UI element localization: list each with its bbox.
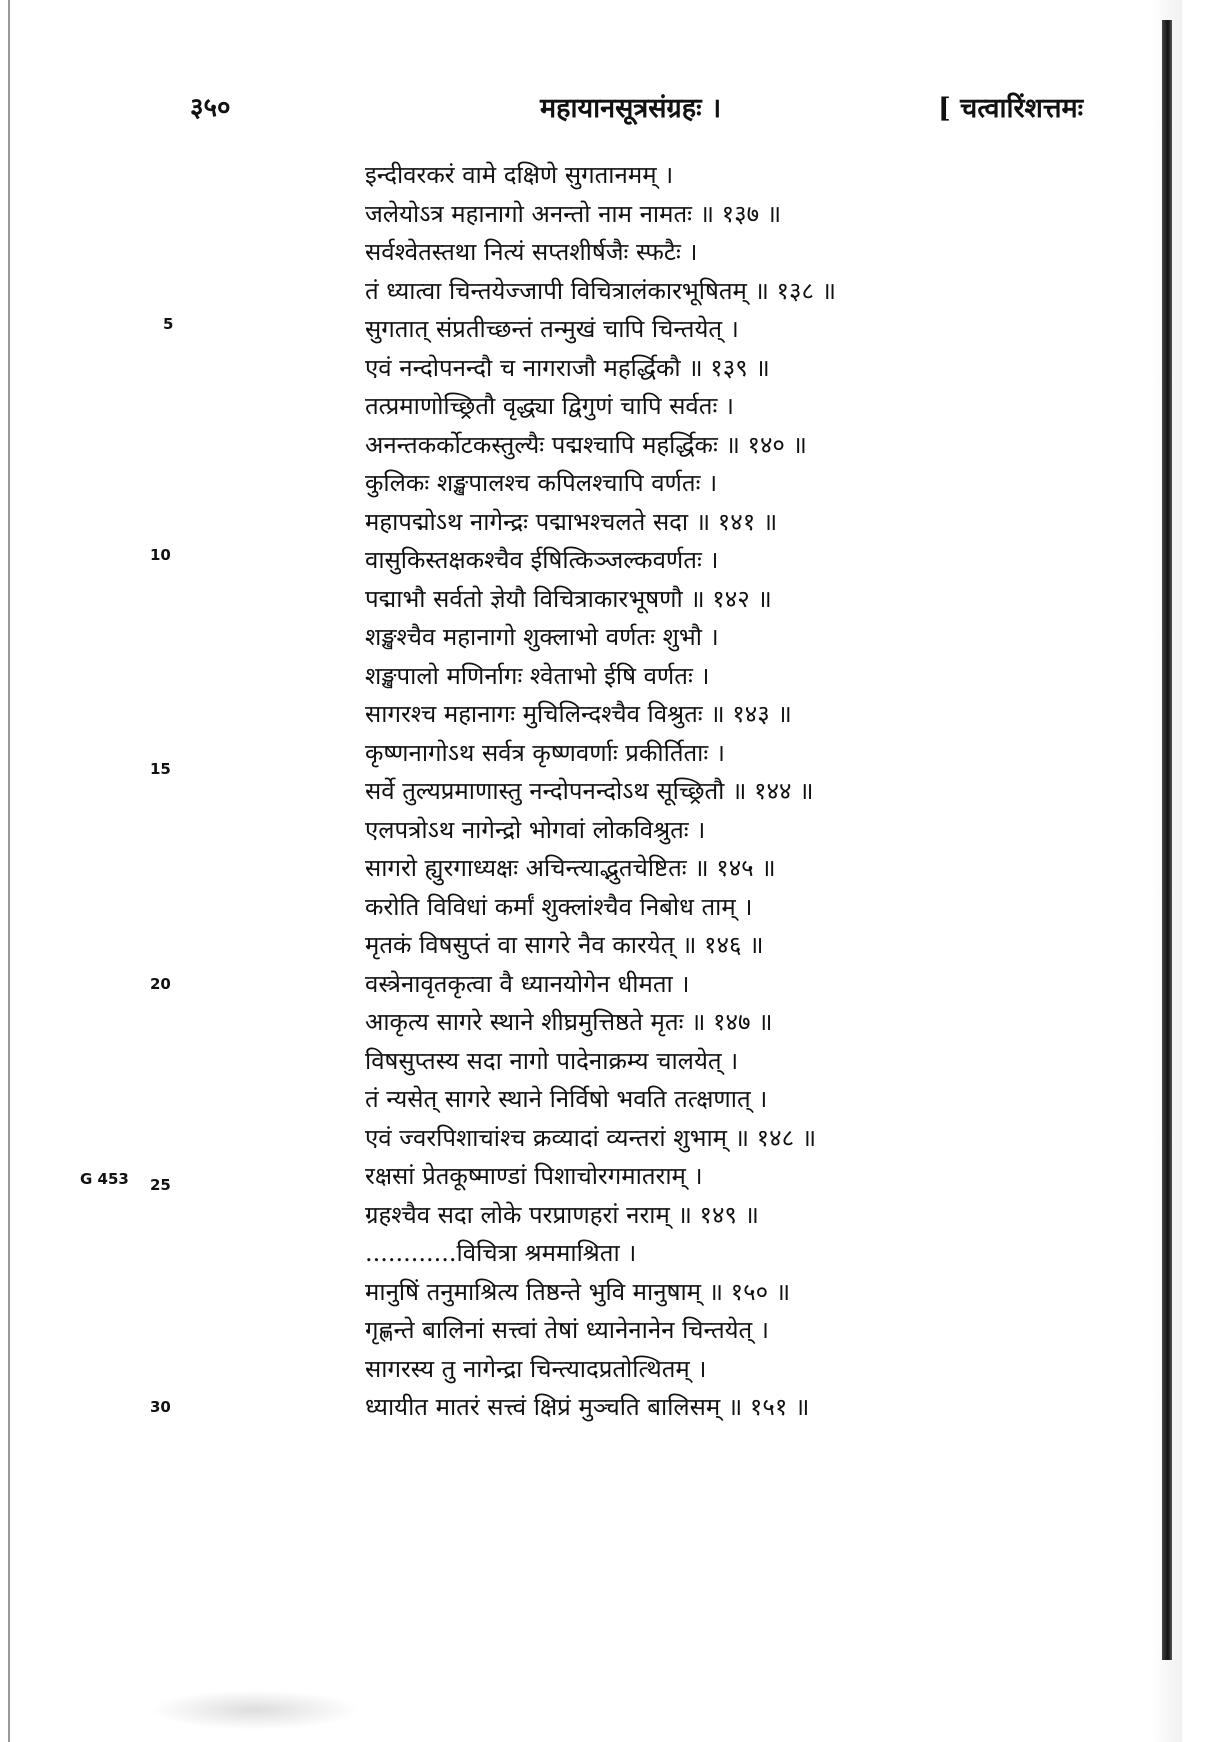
verse-line: कुलिकः शङ्खपालश्च कपिलश्चापि वर्णतः ।: [365, 469, 718, 497]
verse-line: एवं नन्दोपनन्दौ च नागराजौ महर्द्धिकौ ॥ १३९ ॥: [365, 353, 770, 382]
margin-line-10: 10: [150, 546, 171, 564]
scan-smudge: [150, 1690, 360, 1730]
verse-line: तं न्यसेत् सागरे स्थाने निर्विषो भवति तत्क्षणात् ।: [365, 1085, 768, 1113]
verse-line: एवं ज्वरपिशाचांश्च क्रव्यादां व्यन्तरां शुभाम् ॥ १४८ ॥: [365, 1123, 817, 1152]
margin-line-20: 20: [150, 975, 171, 993]
margin-line-25: 25: [150, 1176, 171, 1194]
verse-line: पद्माभौ सर्वतो ज्ञेयौ विचित्राकारभूषणौ ॥ १४२ ॥: [365, 584, 772, 613]
verse-line: महापद्मोऽथ नागेन्द्रः पद्माभश्चलते सदा ॥ १४१ ॥: [365, 507, 778, 536]
verse-line: कृष्णनागोऽथ सर्वत्र कृष्णवर्णाः प्रकीर्तिताः ।: [365, 738, 725, 767]
verse-line: इन्दीवरकरं वामे दक्षिणे सुगतानमम् ।: [365, 161, 674, 189]
verse-line: शङ्खश्चैव महानागो शुक्लाभो वर्णतः शुभौ ।: [365, 623, 719, 651]
verse-line: सर्वे तुल्यप्रमाणास्तु नन्दोपनन्दोऽथ सूच्छ्रितौ ॥ १४४ ॥: [365, 777, 814, 805]
verse-line: सागरश्च महानागः मुचिलिन्दश्चैव विश्रुतः ॥ १४३ ॥: [365, 700, 792, 728]
verse-block: [365, 156, 1005, 1427]
verse-line: करोति विविधां कर्मां शुक्लांश्चैव निबोध ताम् ।: [365, 892, 753, 921]
verse-line: आकृत्य सागरे स्थाने शीघ्रमुत्तिष्ठते मृतः ॥ १४७ ॥: [365, 1008, 773, 1036]
book-binding-edge: [1162, 20, 1172, 1660]
verse-line: सुगतात् संप्रतीच्छन्तं तन्मुखं चापि चिन्तयेत् ।: [365, 315, 739, 343]
margin-line-15: 15: [150, 760, 171, 778]
page-number: ३५०: [190, 93, 231, 123]
verse-line: एलपत्रोऽथ नागेन्द्रो भोगवां लोकविश्रुतः ।: [365, 815, 706, 844]
verse-line: ध्यायीत मातरं सत्त्वं क्षिप्रं मुञ्चति बालिसम् ॥ १५१ ॥: [365, 1393, 810, 1421]
chapter-label: [ चत्वारिंशत्तमः: [938, 93, 1084, 124]
verse-line: तं ध्यात्वा चिन्तयेज्जापी विचित्रालंकारभूषितम् ॥ १३८ ॥: [365, 276, 836, 305]
page-left-edge: [8, 0, 10, 1742]
verse-line: तत्प्रमाणोच्छ्रितौ वृद्ध्या द्विगुणं चापि सर्वतः ।: [365, 392, 735, 420]
verse-line: जलेयोऽत्र महानागो अनन्तो नाम नामतः ॥ १३७ ॥: [365, 199, 782, 228]
verse-line: ............विचित्रा श्रममाश्रिता ।: [365, 1239, 637, 1267]
verse-line: सागरस्य तु नागेन्द्रा चिन्त्यादप्रतोत्थितम् ।: [365, 1354, 707, 1383]
margin-line-30: 30: [150, 1398, 171, 1416]
verse-line: सर्वश्वेतस्तथा नित्यं सप्तशीर्षजैः स्फटैः ।: [365, 238, 698, 266]
verse-line: वस्त्रेनावृतकृत्वा वै ध्यानयोगेन धीमता ।: [365, 969, 690, 998]
margin-ref-g453: G 453: [80, 1170, 129, 1188]
verse-line: शङ्खपालो मणिर्नागः श्वेताभो ईषि वर्णतः ।: [365, 661, 710, 690]
verse-line: वासुकिस्तक्षकश्चैव ईषित्किञ्जल्कवर्णतः ।: [365, 546, 719, 574]
verse-line: मृतकं विषसुप्तं वा सागरे नैव कारयेत् ॥ १४६ ॥: [365, 931, 764, 959]
page-header: [0, 88, 1232, 128]
verse-line: गृह्णन्ते बालिनां सत्त्वां तेषां ध्यानेनानेन चिन्तयेत् ।: [365, 1316, 769, 1344]
verse-line: मानुषिं तनुमाश्रित्य तिष्ठन्ते भुवि मानुषाम् ॥ १५० ॥: [365, 1277, 791, 1306]
verse-line: रक्षसां प्रेतकूष्माण्डां पिशाचोरगमातराम् ।: [365, 1162, 703, 1190]
verse-line: सागरो ह्युरगाध्यक्षः अचिन्त्याद्भुतचेष्टितः ॥ १४५ ॥: [365, 854, 776, 882]
margin-line-5: 5: [163, 315, 174, 333]
verse-line: विषसुप्तस्य सदा नागो पादेनाक्रम्य चालयेत् ।: [365, 1046, 739, 1075]
running-title: महायानसूत्रसंग्रहः ।: [540, 93, 722, 124]
verse-line: अनन्तकर्कोटकस्तुल्यैः पद्मश्चापि महर्द्धिकः ॥ १४० ॥: [365, 430, 807, 459]
verse-line: ग्रहश्चैव सदा लोके परप्राणहरां नराम् ॥ १४९ ॥: [365, 1200, 759, 1229]
